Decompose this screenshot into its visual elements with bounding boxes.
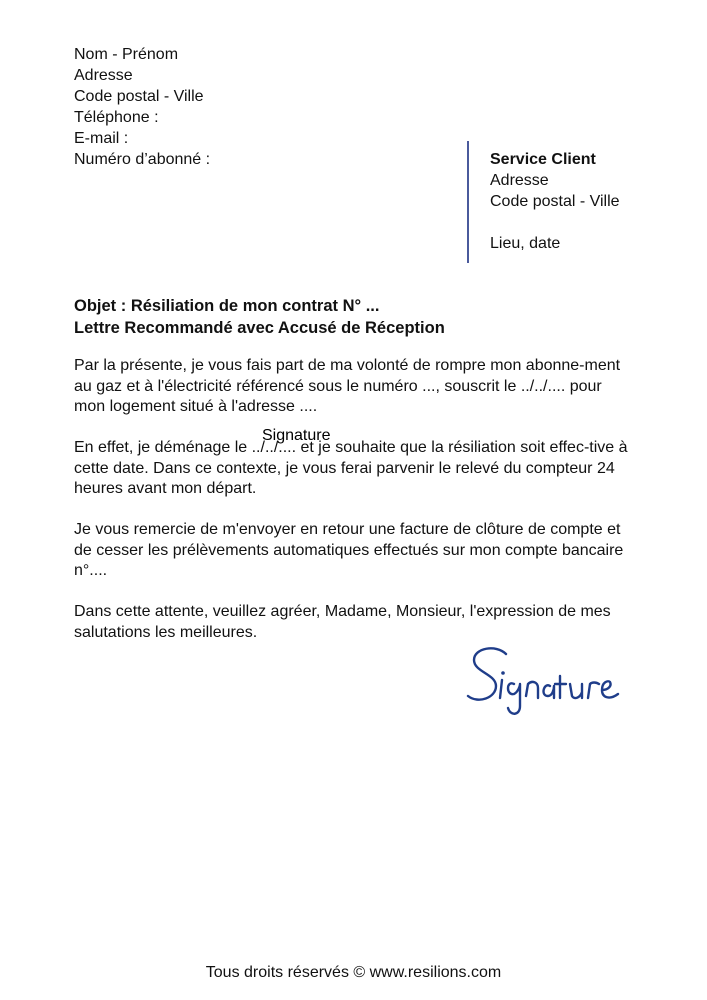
paragraph-salutations: Dans cette attente, veuillez agréer, Madame, Monsieur, l'expression de mes salutations les meilleures. <box>74 603 611 641</box>
place-date: Lieu, date <box>490 235 561 252</box>
registered-mail-line: Lettre Recommandé avec Accusé de Réception <box>74 319 445 337</box>
signature-stroke <box>468 648 618 713</box>
letter-body <box>74 356 634 664</box>
copyright-footer: Tous droits réservés © www.resilions.com <box>205 964 502 981</box>
paragraph-moving: En effet, je déménage le ../../.... et je souhaite que la résiliation soit effec-tive à cette date. Dans ce contexte, je vous ferai parvenir le relevé du compteur 24 heures avant mon départ. <box>74 439 628 497</box>
recipient-postal-city: Code postal - Ville <box>490 193 620 210</box>
recipient-title: Service Client <box>490 151 596 168</box>
subject-block <box>74 295 445 339</box>
sender-email: E-mail : <box>74 130 129 147</box>
recipient-spacer <box>490 212 620 233</box>
vertical-divider <box>467 141 469 263</box>
signature-dot <box>501 671 505 675</box>
subject-line: Objet : Résiliation de mon contrat N° ... <box>74 297 380 315</box>
sender-address: Adresse <box>74 67 133 84</box>
recipient-block <box>490 149 620 254</box>
recipient-address: Adresse <box>490 172 549 189</box>
sender-subscriber-number: Numéro d’abonné : <box>74 151 211 168</box>
paragraph-closing-invoice: Je vous remercie de m'envoyer en retour une facture de clôture de compte et de cesser les prélèvements automatiques effectués sur mon compte bancaire n°.... <box>74 521 624 579</box>
sender-name: Nom - Prénom <box>74 46 179 63</box>
signature-label: Signature <box>262 427 331 444</box>
sender-postal-city: Code postal - Ville <box>74 88 204 105</box>
paragraph-intro: Par la présente, je vous fais part de ma volonté de rompre mon abonne-ment au gaz et à l'électricité référencé sous le numéro ..., souscrit le ../../.... pour mon logement situé à l'adresse .... <box>74 357 621 415</box>
sender-block <box>74 44 210 170</box>
sender-phone: Téléphone : <box>74 109 159 126</box>
